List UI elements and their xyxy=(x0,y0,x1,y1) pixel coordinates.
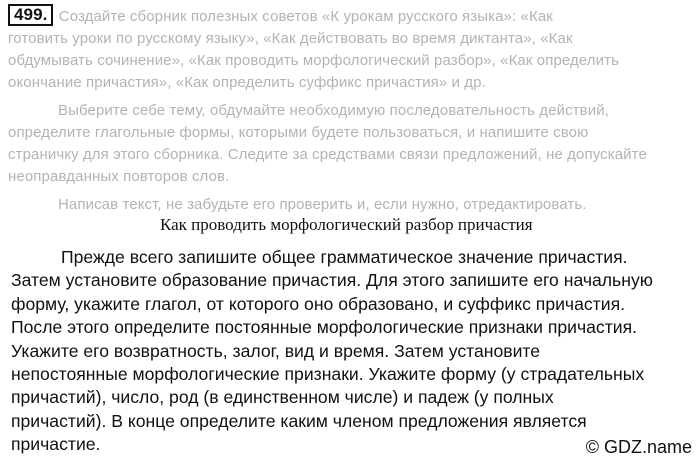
exercise-number: 499. xyxy=(8,4,53,26)
answer-line: Прежде всего запишите общее грамматическое значение причастия. xyxy=(61,247,628,267)
task-line: страничку для этого сборника. Следите за средствами связи предложений, не допускайте xyxy=(8,146,647,163)
answer-line: непостоянные морфологические признаки. Укажите форму (у страдательных xyxy=(11,364,645,385)
answer-text xyxy=(11,246,696,457)
exercise-task xyxy=(8,4,688,216)
task-line: Написав текст, не забудьте его проверить и, если нужно, отредактировать. xyxy=(58,196,587,213)
answer-line: причастие. xyxy=(11,434,101,455)
task-line: готовить уроки по русскому языку», «Как действовать во время диктанта», «Как xyxy=(8,30,573,47)
answer-line: причастий), число, род (в единственном числе) и падеж (у полных xyxy=(11,387,554,408)
gdz-watermark: © GDZ.name xyxy=(585,437,692,457)
answer-line: После этого определите постоянные морфологические признаки причастия. xyxy=(11,317,638,338)
task-line: определите глагольные формы, которыми будете пользоваться, и напишите свою xyxy=(8,124,589,141)
task-text: Создайте сборник полезных советов «К урокам русского языка»: «Как xyxy=(58,8,553,25)
task-line: неоправданных повторов слов. xyxy=(8,168,230,185)
task-line: окончание причастия», «Как определить суффикс причастия» и др. xyxy=(8,74,486,91)
answer-line: причастий). В конце определите каким членом предложения является xyxy=(11,410,587,431)
answer-line: Укажите его возвратность, залог, вид и время. Затем установите xyxy=(11,340,541,361)
answer-line: Затем установите образование причастия. Для этого запишите его начальную xyxy=(11,270,653,291)
task-line: Выберите себе тему, обдумайте необходимую последовательность действий, xyxy=(58,102,609,119)
task-line xyxy=(8,4,688,28)
answer-line: форму, укажите глагол, от которого оно образовано, и суффикс причастия. xyxy=(11,293,625,314)
answer-heading: Как проводить морфологический разбор причастия xyxy=(160,215,533,234)
task-line: обдумывать сочинение», «Как проводить морфологический разбор», «Как определить xyxy=(8,52,620,69)
